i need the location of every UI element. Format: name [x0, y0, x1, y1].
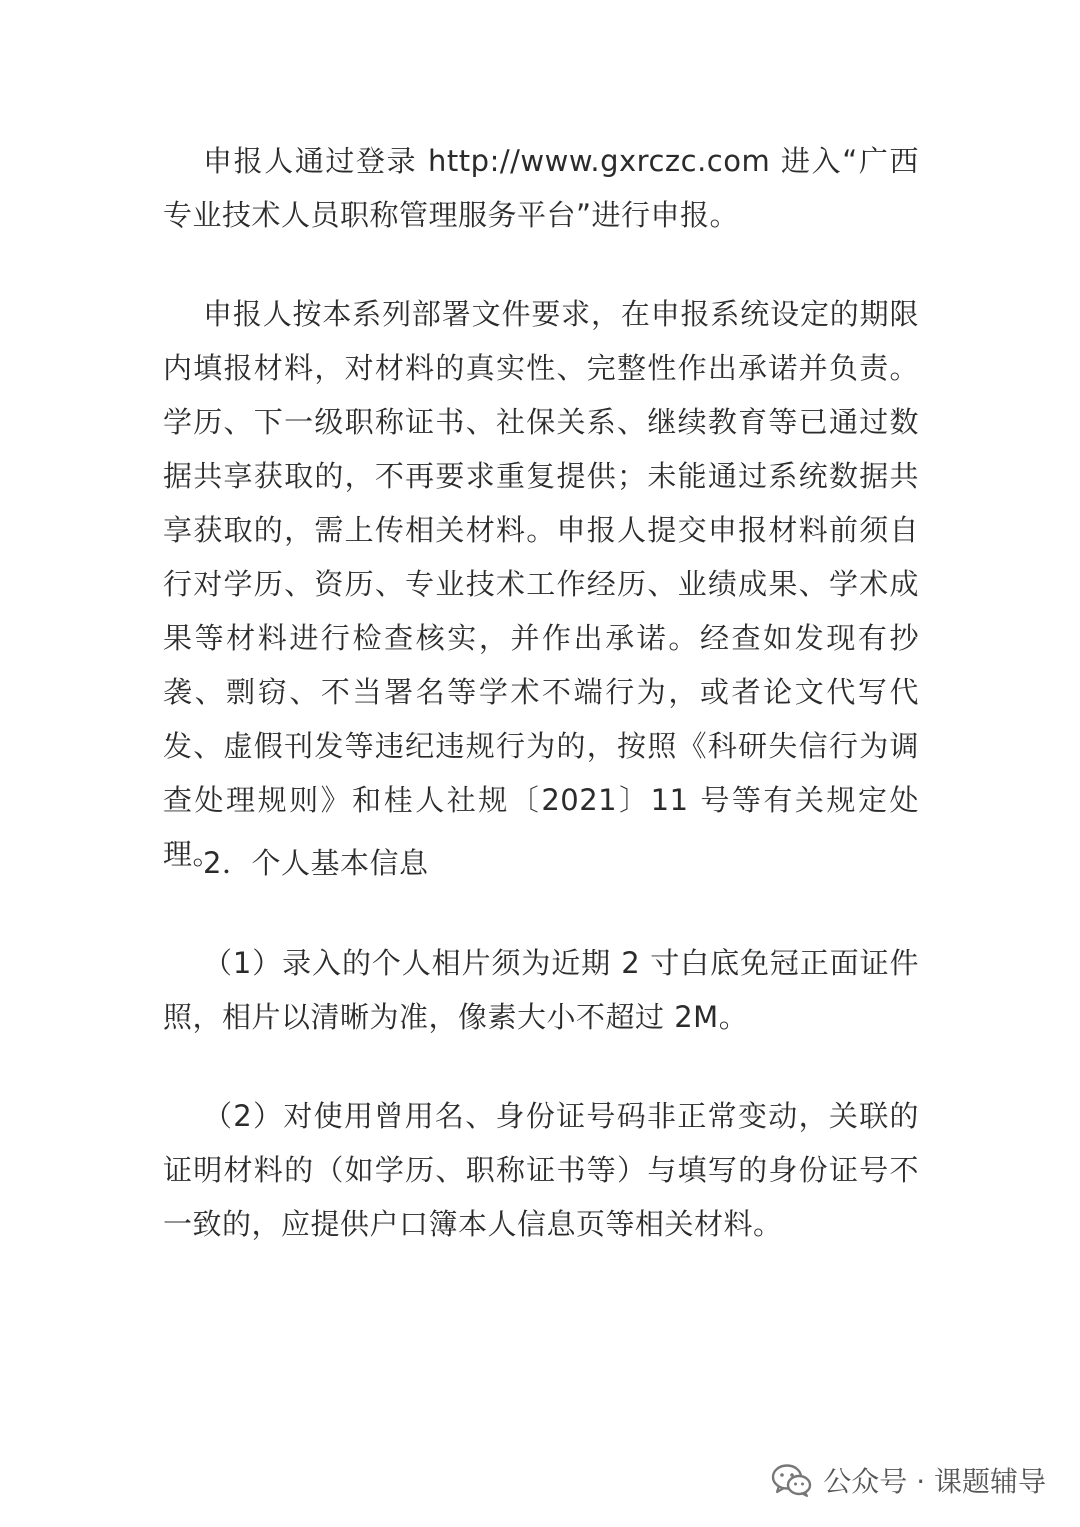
wechat-icon [771, 1463, 813, 1497]
watermark [771, 1460, 1046, 1500]
paragraph-photo-requirement: （1）录入的个人相片须为近期 2 寸白底免冠正面证件照，相片以清晰为准，像素大小不超过 2M。 [163, 946, 919, 1034]
paragraph-id-inconsistency: （2）对使用曾用名、身份证号码非正常变动，关联的证明材料的（如学历、职称证书等）与填写的身份证号不一致的，应提供户口簿本人信息页等相关材料。 [163, 1099, 919, 1241]
paragraph-application-platform: 申报人通过登录 http://www.gxrczc.com 进入“广西专业技术人员职称管理服务平台”进行申报。 [163, 144, 919, 232]
watermark-text: 公众号 · 课题辅导 [823, 1465, 1046, 1498]
paragraph-application-materials: 申报人按本系列部署文件要求，在申报系统设定的期限内填报材料，对材料的真实性、完整性作出承诺并负责。学历、下一级职称证书、社保关系、继续教育等已通过数据共享获取的，不再要求重复提供；未能通过系统数据共享获取的，需上传相关材料。申报人提交申报材料前须自行对学历、资历、专业技术工作经历、业绩成果、学术成果等材料进行检查核实，并作出承诺。经查如发现有抄袭、剽窃、不当署名等学术不端行为，或者论文代写代发、虚假刊发等违纪违规行为的，按照《科研失信行为调查处理规则》和桂人社规〔2021〕11 号等有关规定处理。 [163, 297, 919, 871]
section-heading-personal-info: 2．个人基本信息 [203, 846, 429, 880]
